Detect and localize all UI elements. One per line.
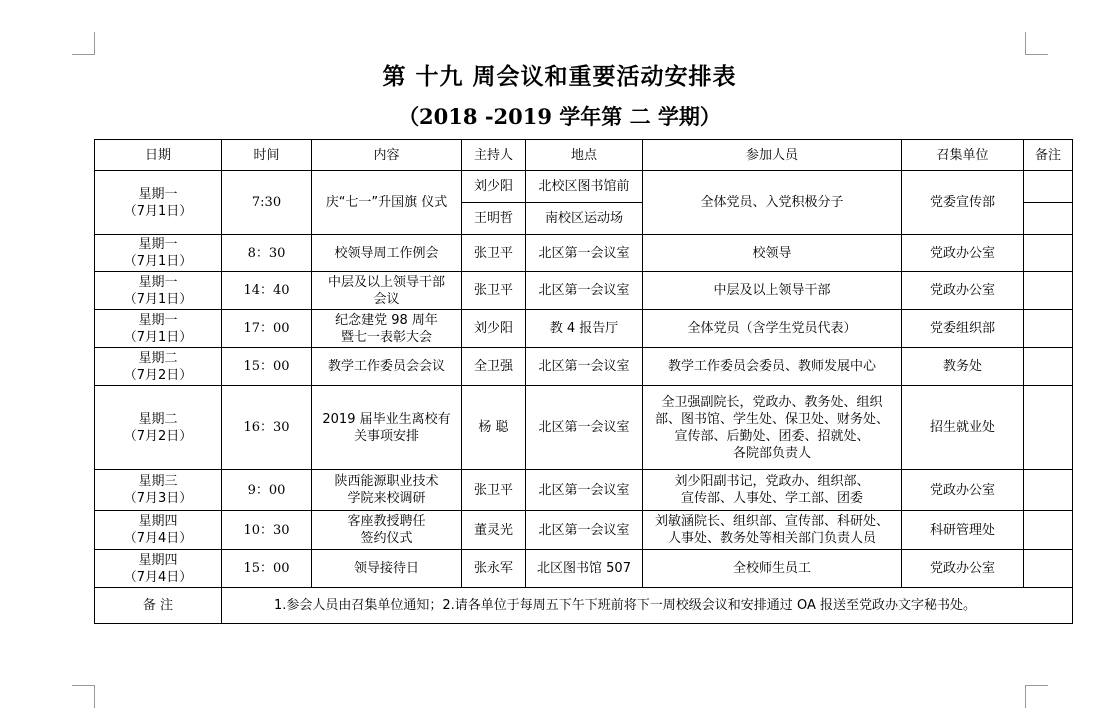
- cell-remark: [1024, 310, 1073, 348]
- cell-date: 星期一 （7月1日）: [95, 171, 222, 235]
- cell-host: 张永军: [462, 550, 526, 588]
- cell-attendees: 全校师生员工: [643, 550, 902, 588]
- page-corner-mark-bottom-right: [1025, 685, 1048, 708]
- cell-date: 星期三 （7月3日）: [95, 470, 222, 511]
- cell-content: 客座教授聘任 签约仪式: [312, 511, 462, 550]
- header-organizer: 召集单位: [902, 140, 1024, 171]
- cell-organizer: 党政办公室: [902, 550, 1024, 588]
- notes-text: 1.参会人员由召集单位通知；2.请各单位于每周五下午下班前将下一周校级会议和安排通过 OA 报送至党政办文字秘书处。: [222, 588, 1073, 624]
- cell-content: 校领导周工作例会: [312, 235, 462, 272]
- header-place: 地点: [526, 140, 643, 171]
- cell-date: 星期四 （7月4日）: [95, 550, 222, 588]
- cell-remark: [1024, 171, 1073, 203]
- cell-remark: [1024, 272, 1073, 310]
- cell-host: 刘少阳: [462, 171, 526, 203]
- cell-organizer: 党政办公室: [902, 470, 1024, 511]
- table-header-row: [95, 140, 1073, 171]
- cell-host: 全卫强: [462, 348, 526, 386]
- cell-date: 星期一 （7月1日）: [95, 235, 222, 272]
- document-title: 第 十九 周会议和重要活动安排表: [382, 63, 737, 90]
- table-row: [95, 511, 1073, 550]
- cell-attendees: 全体党员（含学生党员代表）: [643, 310, 902, 348]
- cell-remark: [1024, 470, 1073, 511]
- cell-place: 北区第一会议室: [526, 470, 643, 511]
- cell-date: 星期四 （7月4日）: [95, 511, 222, 550]
- cell-place: 教 4 报告厅: [526, 310, 643, 348]
- table-row: [95, 310, 1073, 348]
- cell-host: 王明哲: [462, 203, 526, 235]
- cell-organizer: 党政办公室: [902, 235, 1024, 272]
- cell-attendees: 中层及以上领导干部: [643, 272, 902, 310]
- cell-remark: [1024, 348, 1073, 386]
- header-time: 时间: [222, 140, 312, 171]
- cell-organizer: 教务处: [902, 348, 1024, 386]
- cell-remark: [1024, 386, 1073, 470]
- cell-host: 张卫平: [462, 235, 526, 272]
- cell-remark: [1024, 235, 1073, 272]
- cell-place: 北区第一会议室: [526, 386, 643, 470]
- cell-content: 纪念建党 98 周年 暨七一表彰大会: [312, 310, 462, 348]
- cell-attendees: 刘少阳副书记，党政办、组织部、 宣传部、人事处、学工部、团委: [643, 470, 902, 511]
- table-row: [95, 171, 1073, 203]
- cell-attendees: 教学工作委员会委员、教师发展中心: [643, 348, 902, 386]
- cell-remark: [1024, 511, 1073, 550]
- cell-organizer: 党政办公室: [902, 272, 1024, 310]
- cell-attendees: 校领导: [643, 235, 902, 272]
- table-row: [95, 386, 1073, 470]
- header-date: 日期: [95, 140, 222, 171]
- cell-place: 南校区运动场: [526, 203, 643, 235]
- cell-content: 领导接待日: [312, 550, 462, 588]
- cell-content: 陕西能源职业技术 学院来校调研: [312, 470, 462, 511]
- cell-host: 杨 聪: [462, 386, 526, 470]
- cell-attendees: 全卫强副院长，党政办、教务处、组织 部、图书馆、学生处、保卫处、财务处、 宣传部、后勤处、团委、招就处、 各院部负责人: [643, 386, 902, 470]
- cell-place: 北校区图书馆前: [526, 171, 643, 203]
- header-host: 主持人: [462, 140, 526, 171]
- notes-row: [95, 588, 1073, 624]
- cell-host: 董灵光: [462, 511, 526, 550]
- cell-place: 北区第一会议室: [526, 272, 643, 310]
- page-corner-mark-bottom-left: [72, 685, 95, 708]
- page-corner-mark-top-right: [1025, 32, 1048, 55]
- page-corner-mark-top-left: [72, 32, 95, 55]
- cell-place: 北区第一会议室: [526, 348, 643, 386]
- cell-organizer: 招生就业处: [902, 386, 1024, 470]
- cell-content: 教学工作委员会会议: [312, 348, 462, 386]
- cell-attendees: 刘敏涵院长、组织部、宣传部、科研处、 人事处、教务处等相关部门负责人员: [643, 511, 902, 550]
- cell-time: 14：40: [222, 272, 312, 310]
- table-row: [95, 348, 1073, 386]
- cell-date: 星期二 （7月2日）: [95, 348, 222, 386]
- cell-place: 北区图书馆 507: [526, 550, 643, 588]
- cell-content: 庆“七一”升国旗 仪式: [312, 171, 462, 235]
- notes-label: 备 注: [95, 588, 222, 624]
- cell-time: 7:30: [222, 171, 312, 235]
- cell-remark: [1024, 550, 1073, 588]
- cell-host: 张卫平: [462, 470, 526, 511]
- cell-content: 中层及以上领导干部 会议: [312, 272, 462, 310]
- cell-organizer: 党委组织部: [902, 310, 1024, 348]
- cell-attendees: 全体党员、入党积极分子: [643, 171, 902, 235]
- cell-date: 星期一 （7月1日）: [95, 272, 222, 310]
- cell-date: 星期二 （7月2日）: [95, 386, 222, 470]
- header-remarks: 备注: [1024, 140, 1073, 171]
- cell-place: 北区第一会议室: [526, 511, 643, 550]
- table-row: [95, 470, 1073, 511]
- cell-time: 9：00: [222, 470, 312, 511]
- cell-date: 星期一 （7月1日）: [95, 310, 222, 348]
- cell-time: 15：00: [222, 348, 312, 386]
- table-row: [95, 550, 1073, 588]
- cell-organizer: 科研管理处: [902, 511, 1024, 550]
- cell-host: 张卫平: [462, 272, 526, 310]
- cell-content: 2019 届毕业生离校有 关事项安排: [312, 386, 462, 470]
- schedule-table: [94, 139, 1073, 624]
- header-attendees: 参加人员: [643, 140, 902, 171]
- table-row: [95, 235, 1073, 272]
- cell-time: 8：30: [222, 235, 312, 272]
- header-content: 内容: [312, 140, 462, 171]
- table-row: [95, 272, 1073, 310]
- cell-time: 16：30: [222, 386, 312, 470]
- cell-host: 刘少阳: [462, 310, 526, 348]
- cell-place: 北区第一会议室: [526, 235, 643, 272]
- cell-time: 10：30: [222, 511, 312, 550]
- cell-organizer: 党委宣传部: [902, 171, 1024, 235]
- document-subtitle: （2018 -2019 学年第 二 学期）: [398, 104, 721, 129]
- cell-time: 17：00: [222, 310, 312, 348]
- cell-time: 15：00: [222, 550, 312, 588]
- cell-remark: [1024, 203, 1073, 235]
